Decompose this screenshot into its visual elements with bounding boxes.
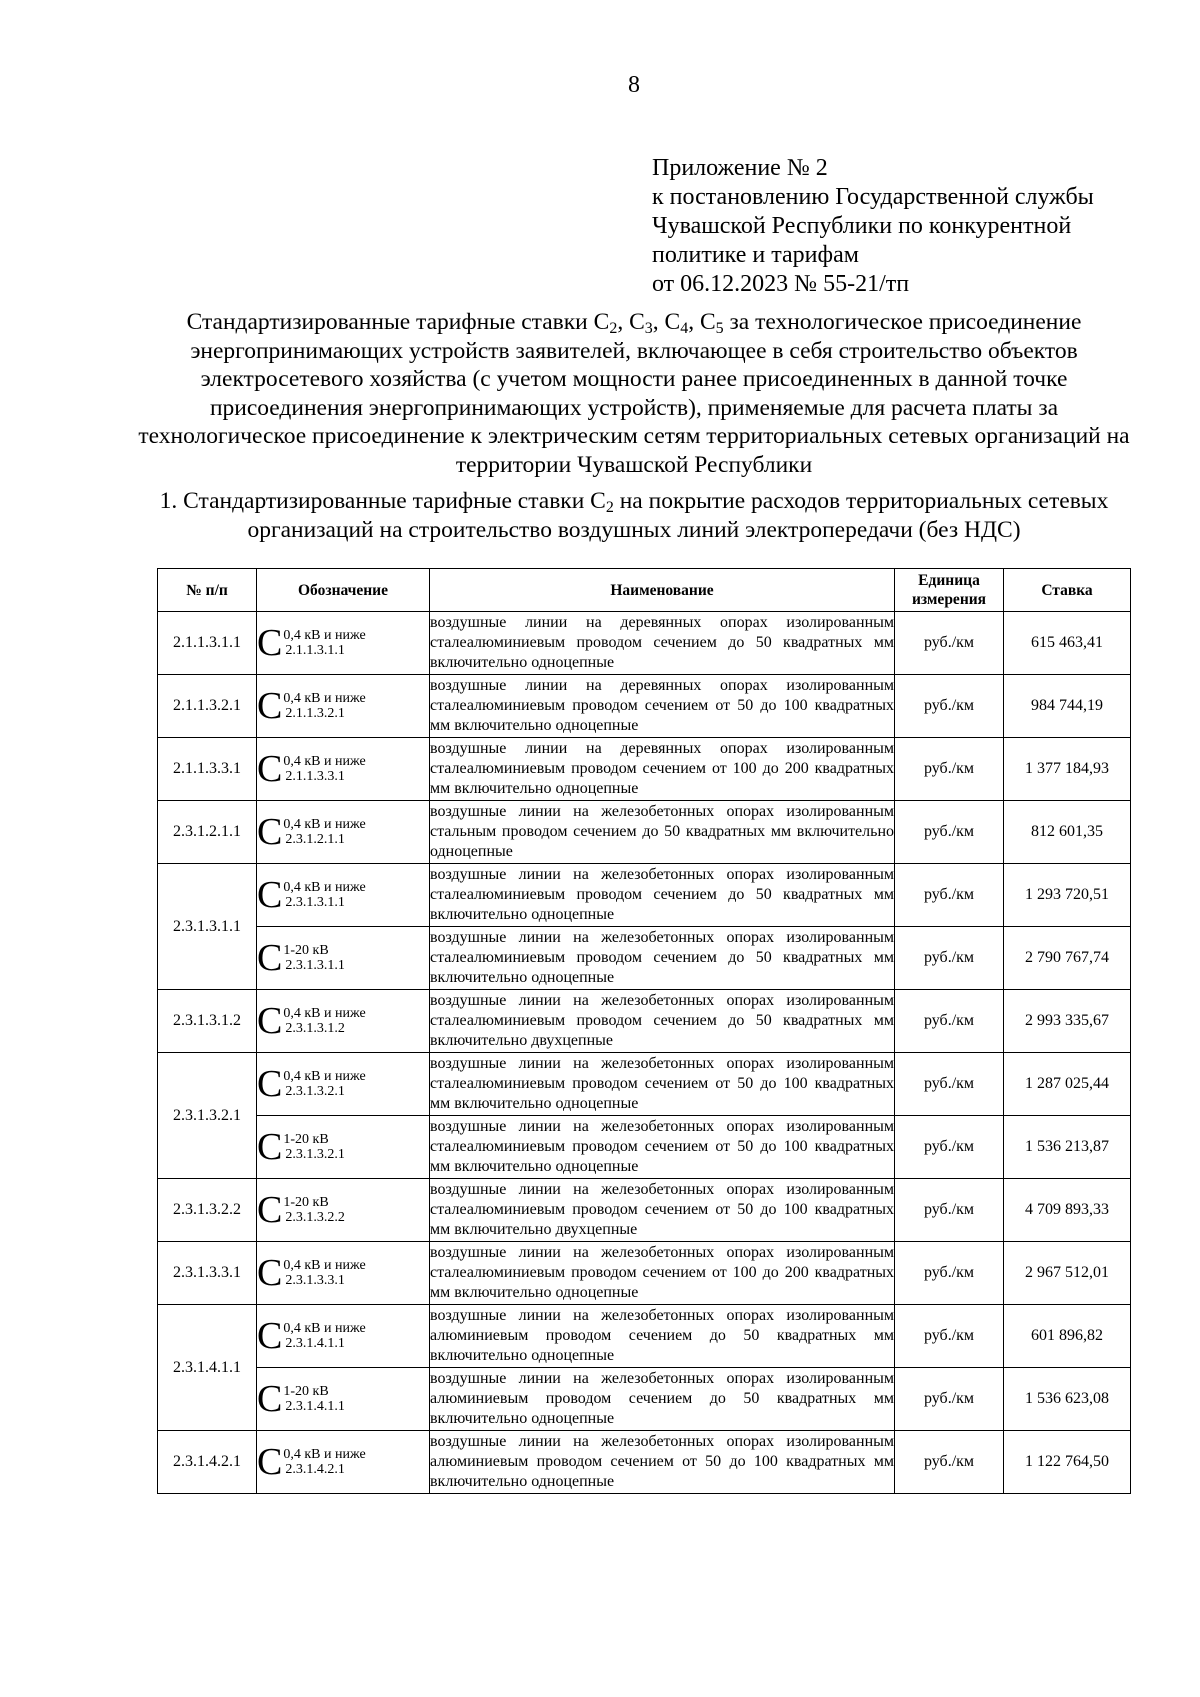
row-rate: 812 601,35: [1004, 801, 1131, 864]
designation-voltage: 0,4 кВ и ниже: [283, 880, 366, 895]
designation-code: 2.1.1.3.3.1: [285, 769, 345, 784]
tariff-table: [157, 568, 1131, 1494]
designation-symbol: C: [257, 685, 283, 727]
table-row: [158, 612, 1131, 675]
header-unit: Единица измерения: [895, 569, 1004, 612]
row-designation: [257, 738, 430, 801]
table-row: [158, 1305, 1131, 1368]
row-unit: руб./км: [895, 1179, 1004, 1242]
row-unit: руб./км: [895, 675, 1004, 738]
designation-voltage: 0,4 кВ и ниже: [283, 1447, 366, 1462]
designation-symbol: C: [257, 937, 283, 979]
row-unit: руб./км: [895, 801, 1004, 864]
table-row: [158, 927, 1131, 990]
row-designation: [257, 1368, 430, 1431]
designation-voltage: 0,4 кВ и ниже: [283, 1069, 366, 1084]
row-designation: [257, 1305, 430, 1368]
header-designation: Обозначение: [257, 569, 430, 612]
designation-code: 2.3.1.3.1.1: [285, 895, 345, 910]
row-rate: 2 967 512,01: [1004, 1242, 1131, 1305]
table-header-row: [158, 569, 1131, 612]
table-row: [158, 801, 1131, 864]
row-designation: [257, 612, 430, 675]
designation-voltage: 1-20 кВ: [283, 1384, 329, 1399]
section-sub: 2: [605, 499, 614, 516]
row-rate: 1 536 213,87: [1004, 1116, 1131, 1179]
appendix-line: к постановлению Государственной службы: [652, 184, 1094, 210]
row-description: воздушные линии на железобетонных опорах изолированным сталеалюминиевым проводом сечением от 50 до 100 квадратных мм включительно одноцепные: [430, 1053, 895, 1116]
section-title: [130, 487, 1138, 544]
row-designation: [257, 1053, 430, 1116]
table-row: [158, 1431, 1131, 1494]
row-description: воздушные линии на железобетонных опорах изолированным стальным проводом сечением до 50 квадратных мм включительно одноцепные: [430, 801, 895, 864]
table-row: [158, 864, 1131, 927]
row-designation: [257, 927, 430, 990]
designation-symbol: C: [257, 622, 283, 664]
row-unit: руб./км: [895, 1116, 1004, 1179]
designation-voltage: 0,4 кВ и ниже: [283, 628, 366, 643]
designation-code: 2.3.1.3.1.1: [285, 958, 345, 973]
row-description: воздушные линии на железобетонных опорах изолированным сталеалюминиевым проводом сечением от 50 до 100 квадратных мм включительно двухцепные: [430, 1179, 895, 1242]
appendix-line: от 06.12.2023 № 55-21/тп: [652, 271, 910, 297]
designation-code: 2.3.1.4.2.1: [285, 1462, 345, 1477]
row-rate: 615 463,41: [1004, 612, 1131, 675]
row-unit: руб./км: [895, 927, 1004, 990]
row-number: 2.1.1.3.3.1: [158, 738, 257, 801]
row-rate: 1 536 623,08: [1004, 1368, 1131, 1431]
row-designation: [257, 990, 430, 1053]
designation-code: 2.3.1.3.1.2: [285, 1021, 345, 1036]
title-text: , С: [652, 309, 681, 335]
header-name: Наименование: [430, 569, 895, 612]
row-description: воздушные линии на железобетонных опорах изолированным сталеалюминиевым проводом сечением до 50 квадратных мм включительно одноцепные: [430, 864, 895, 927]
designation-voltage: 0,4 кВ и ниже: [283, 754, 366, 769]
row-designation: [257, 1242, 430, 1305]
designation-voltage: 1-20 кВ: [283, 943, 329, 958]
row-description: воздушные линии на деревянных опорах изолированным сталеалюминиевым проводом сечением от 50 до 100 квадратных мм включительно одноцепные: [430, 675, 895, 738]
designation-symbol: C: [257, 1063, 283, 1105]
row-designation: [257, 675, 430, 738]
row-rate: 984 744,19: [1004, 675, 1131, 738]
row-rate: 2 993 335,67: [1004, 990, 1131, 1053]
title-sub: 5: [715, 320, 724, 337]
designation-code: 2.3.1.3.3.1: [285, 1273, 345, 1288]
designation-code: 2.3.1.3.2.1: [285, 1147, 345, 1162]
row-unit: руб./км: [895, 1305, 1004, 1368]
table-row: [158, 1368, 1131, 1431]
row-description: воздушные линии на железобетонных опорах изолированным сталеалюминиевым проводом сечением до 50 квадратных мм включительно двухцепные: [430, 990, 895, 1053]
designation-symbol: C: [257, 1315, 283, 1357]
header-num: № п/п: [158, 569, 257, 612]
title-text: , С: [617, 309, 645, 335]
designation-code: 2.3.1.3.2.1: [285, 1084, 345, 1099]
designation-symbol: C: [257, 1252, 283, 1294]
title-text: Стандартизированные тарифные ставки С: [186, 309, 610, 335]
row-rate: 1 122 764,50: [1004, 1431, 1131, 1494]
row-unit: руб./км: [895, 1242, 1004, 1305]
designation-symbol: C: [257, 748, 283, 790]
title-text: , С: [688, 309, 716, 335]
row-unit: руб./км: [895, 612, 1004, 675]
section-text: на покрытие расходов территориальных сетевых организаций на строительство воздушных линий электропередачи (без НДС): [247, 488, 1109, 543]
designation-code: 2.3.1.3.2.2: [285, 1210, 345, 1225]
table-row: [158, 738, 1131, 801]
row-rate: 1 293 720,51: [1004, 864, 1131, 927]
row-rate: 4 709 893,33: [1004, 1179, 1131, 1242]
designation-symbol: C: [257, 1189, 283, 1231]
row-unit: руб./км: [895, 990, 1004, 1053]
row-rate: 1 287 025,44: [1004, 1053, 1131, 1116]
title-sub: 2: [609, 320, 618, 337]
row-unit: руб./км: [895, 1431, 1004, 1494]
designation-voltage: 0,4 кВ и ниже: [283, 691, 366, 706]
title-text: за технологическое присоединение энергопринимающих устройств заявителей, включающее в себя строительство объектов электросетевого хозяйства (с учетом мощности ранее присоединенных в данной точке присоединения энергопринимающих устройств), применяемые для расчета платы за технологическое присоединение к электрическим сетям территориальных сетевых организаций на территории Чувашской Республики: [138, 309, 1130, 478]
row-unit: руб./км: [895, 1368, 1004, 1431]
row-unit: руб./км: [895, 738, 1004, 801]
row-designation: [257, 801, 430, 864]
row-number: 2.3.1.3.1.1: [158, 864, 257, 990]
row-unit: руб./км: [895, 864, 1004, 927]
title-sub: 4: [680, 320, 689, 337]
table-row: [158, 1179, 1131, 1242]
row-number: 2.3.1.3.2.1: [158, 1053, 257, 1179]
appendix-line: Приложение № 2: [652, 155, 828, 181]
row-description: воздушные линии на железобетонных опорах изолированным алюминиевым проводом сечением до 50 квадратных мм включительно одноцепные: [430, 1305, 895, 1368]
row-number: 2.3.1.4.1.1: [158, 1305, 257, 1431]
designation-voltage: 1-20 кВ: [283, 1132, 329, 1147]
row-description: воздушные линии на деревянных опорах изолированным сталеалюминиевым проводом сечением от 100 до 200 квадратных мм включительно одноцепные: [430, 738, 895, 801]
table-row: [158, 675, 1131, 738]
row-designation: [257, 1431, 430, 1494]
designation-code: 2.3.1.4.1.1: [285, 1336, 345, 1351]
designation-symbol: C: [257, 874, 283, 916]
row-number: 2.3.1.3.3.1: [158, 1242, 257, 1305]
header-rate: Ставка: [1004, 569, 1131, 612]
document-title: [130, 308, 1138, 480]
table-row: [158, 1242, 1131, 1305]
section-text: 1. Стандартизированные тарифные ставки С: [159, 488, 606, 514]
row-number: 2.1.1.3.2.1: [158, 675, 257, 738]
row-description: воздушные линии на железобетонных опорах изолированным алюминиевым проводом сечением от 50 до 100 квадратных мм включительно одноцепные: [430, 1431, 895, 1494]
table-row: [158, 990, 1131, 1053]
designation-voltage: 0,4 кВ и ниже: [283, 817, 366, 832]
page-number: 8: [628, 72, 640, 98]
row-number: 2.3.1.4.2.1: [158, 1431, 257, 1494]
row-description: воздушные линии на деревянных опорах изолированным сталеалюминиевым проводом сечением до 50 квадратных мм включительно одноцепные: [430, 612, 895, 675]
row-rate: 1 377 184,93: [1004, 738, 1131, 801]
row-rate: 2 790 767,74: [1004, 927, 1131, 990]
row-description: воздушные линии на железобетонных опорах изолированным сталеалюминиевым проводом сечением от 100 до 200 квадратных мм включительно одноцепные: [430, 1242, 895, 1305]
row-number: 2.3.1.2.1.1: [158, 801, 257, 864]
designation-voltage: 0,4 кВ и ниже: [283, 1321, 366, 1336]
designation-code: 2.3.1.4.1.1: [285, 1399, 345, 1414]
row-number: 2.1.1.3.1.1: [158, 612, 257, 675]
row-number: 2.3.1.3.2.2: [158, 1179, 257, 1242]
appendix-line: Чувашской Республики по конкурентной: [652, 213, 1072, 239]
designation-voltage: 0,4 кВ и ниже: [283, 1258, 366, 1273]
row-description: воздушные линии на железобетонных опорах изолированным сталеалюминиевым проводом сечением от 50 до 100 квадратных мм включительно одноцепные: [430, 1116, 895, 1179]
row-rate: 601 896,82: [1004, 1305, 1131, 1368]
designation-voltage: 0,4 кВ и ниже: [283, 1006, 366, 1021]
designation-code: 2.1.1.3.1.1: [285, 643, 345, 658]
row-designation: [257, 1179, 430, 1242]
designation-voltage: 1-20 кВ: [283, 1195, 329, 1210]
designation-symbol: C: [257, 1126, 283, 1168]
designation-symbol: C: [257, 1378, 283, 1420]
designation-symbol: C: [257, 1441, 283, 1483]
appendix-header: [652, 154, 1094, 299]
row-unit: руб./км: [895, 1053, 1004, 1116]
row-number: 2.3.1.3.1.2: [158, 990, 257, 1053]
table-row: [158, 1053, 1131, 1116]
designation-symbol: C: [257, 811, 283, 853]
designation-code: 2.1.1.3.2.1: [285, 706, 345, 721]
appendix-line: политике и тарифам: [652, 242, 859, 268]
row-description: воздушные линии на железобетонных опорах изолированным алюминиевым проводом сечением до 50 квадратных мм включительно одноцепные: [430, 1368, 895, 1431]
title-sub: 3: [644, 320, 653, 337]
row-designation: [257, 1116, 430, 1179]
row-description: воздушные линии на железобетонных опорах изолированным сталеалюминиевым проводом сечением до 50 квадратных мм включительно одноцепные: [430, 927, 895, 990]
table-row: [158, 1116, 1131, 1179]
row-designation: [257, 864, 430, 927]
designation-symbol: C: [257, 1000, 283, 1042]
designation-code: 2.3.1.2.1.1: [285, 832, 345, 847]
